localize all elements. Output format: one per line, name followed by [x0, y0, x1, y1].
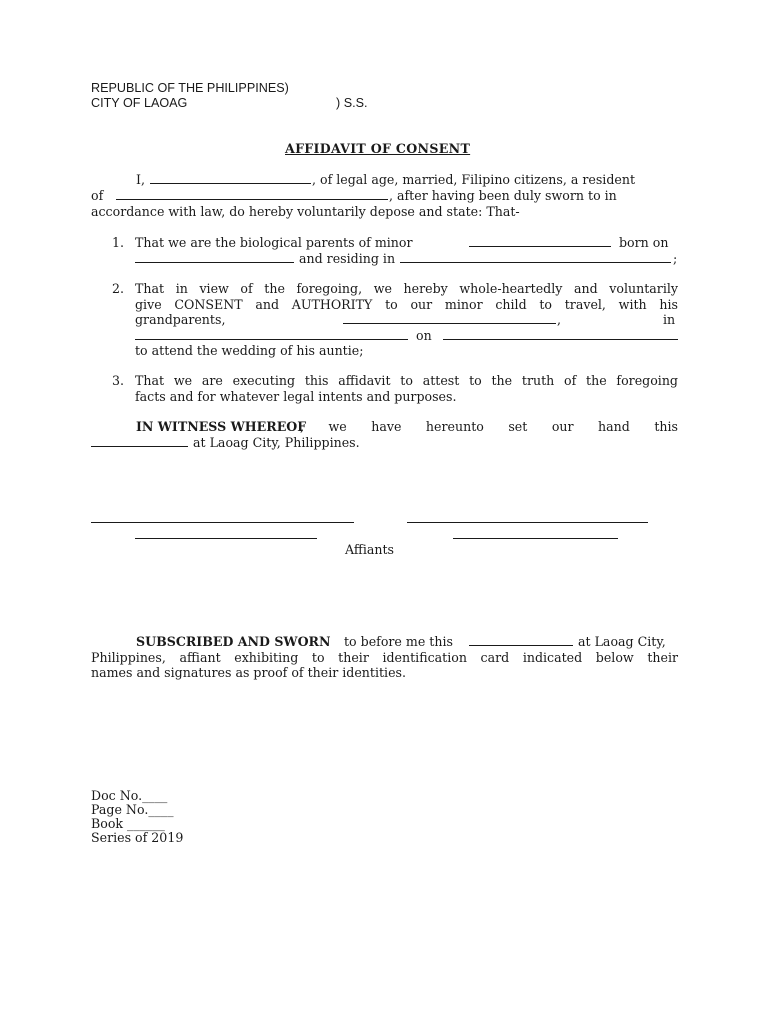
item1-text-a: That we are the biological parents of minor — [135, 235, 413, 250]
series: Series of 2019 — [91, 830, 184, 845]
birth-date-blank[interactable] — [135, 262, 294, 263]
caption-republic: REPUBLIC OF THE PHILIPPINES) — [91, 81, 289, 95]
item-number: 2. — [112, 281, 125, 296]
affiant-signature-line[interactable] — [407, 522, 648, 523]
item1-text-b: born on — [619, 235, 669, 250]
item1-text-c: and residing in — [299, 251, 396, 266]
name-blank[interactable] — [150, 183, 311, 184]
travel-date-blank[interactable] — [443, 339, 678, 340]
doc-no: Doc No.____ — [91, 788, 168, 803]
minor-name-blank[interactable] — [469, 246, 611, 247]
book-no: Book ______ — [91, 816, 165, 831]
grandparents-blank[interactable] — [343, 323, 556, 324]
item-number: 3. — [112, 373, 125, 388]
witness-heading: IN WITNESS WHEREOF — [136, 419, 307, 434]
caption-ss: ) S.S. — [336, 96, 368, 110]
intro-i: I, — [136, 172, 145, 187]
witness-date-blank[interactable] — [91, 446, 188, 447]
jurat-heading: SUBSCRIBED AND SWORN — [136, 634, 331, 649]
jurat-text-2: Philippines, affiant exhibiting to their identification card indicated below their — [91, 650, 678, 665]
page-no: Page No.____ — [91, 802, 174, 817]
affiants-label: Affiants — [345, 542, 394, 557]
residing-blank[interactable] — [400, 262, 671, 263]
residence-blank[interactable] — [116, 199, 388, 200]
intro-text-1: , of legal age, married, Filipino citizens, a resident — [312, 172, 636, 187]
intro-of: of — [91, 188, 104, 203]
document-title: AFFIDAVIT OF CONSENT — [285, 141, 471, 156]
witness-text-2: at Laoag City, Philippines. — [193, 435, 360, 450]
intro-text-2: , after having been duly sworn to in — [389, 188, 617, 203]
item2-text-1: That in view of the foregoing, we hereby whole-heartedly and voluntarily — [135, 281, 678, 296]
item3-text-2: facts and for whatever legal intents and purposes. — [135, 389, 457, 404]
item2-text-4a: on — [416, 328, 432, 343]
witness-text-1: , we have hereunto set our hand this — [300, 419, 678, 434]
jurat-text-3: names and signatures as proof of their identities. — [91, 665, 407, 680]
item2-text-3b: , — [557, 312, 562, 327]
item2-text-3a: grandparents, — [135, 312, 226, 327]
item1-text-d: ; — [673, 251, 678, 266]
item2-text-5: to attend the wedding of his auntie; — [135, 343, 364, 358]
jurat-text-a: to before me this — [344, 634, 453, 649]
item-number: 1. — [112, 235, 125, 250]
affiant-signature-line[interactable] — [91, 522, 354, 523]
destination-blank[interactable] — [135, 339, 408, 340]
jurat-date-blank[interactable] — [469, 645, 573, 646]
item2-text-3c: in — [663, 312, 676, 327]
item2-text-2: give CONSENT and AUTHORITY to our minor child to travel, with his — [135, 297, 678, 312]
intro-text-3: accordance with law, do hereby voluntarily depose and state: That- — [91, 204, 520, 219]
item3-text-1: That we are executing this affidavit to attest to the truth of the foregoing — [135, 373, 678, 388]
jurat-text-b: at Laoag City, — [578, 634, 666, 649]
affiant-id-line[interactable] — [453, 538, 618, 539]
affiant-id-line[interactable] — [135, 538, 317, 539]
caption-city: CITY OF LAOAG — [91, 96, 188, 110]
